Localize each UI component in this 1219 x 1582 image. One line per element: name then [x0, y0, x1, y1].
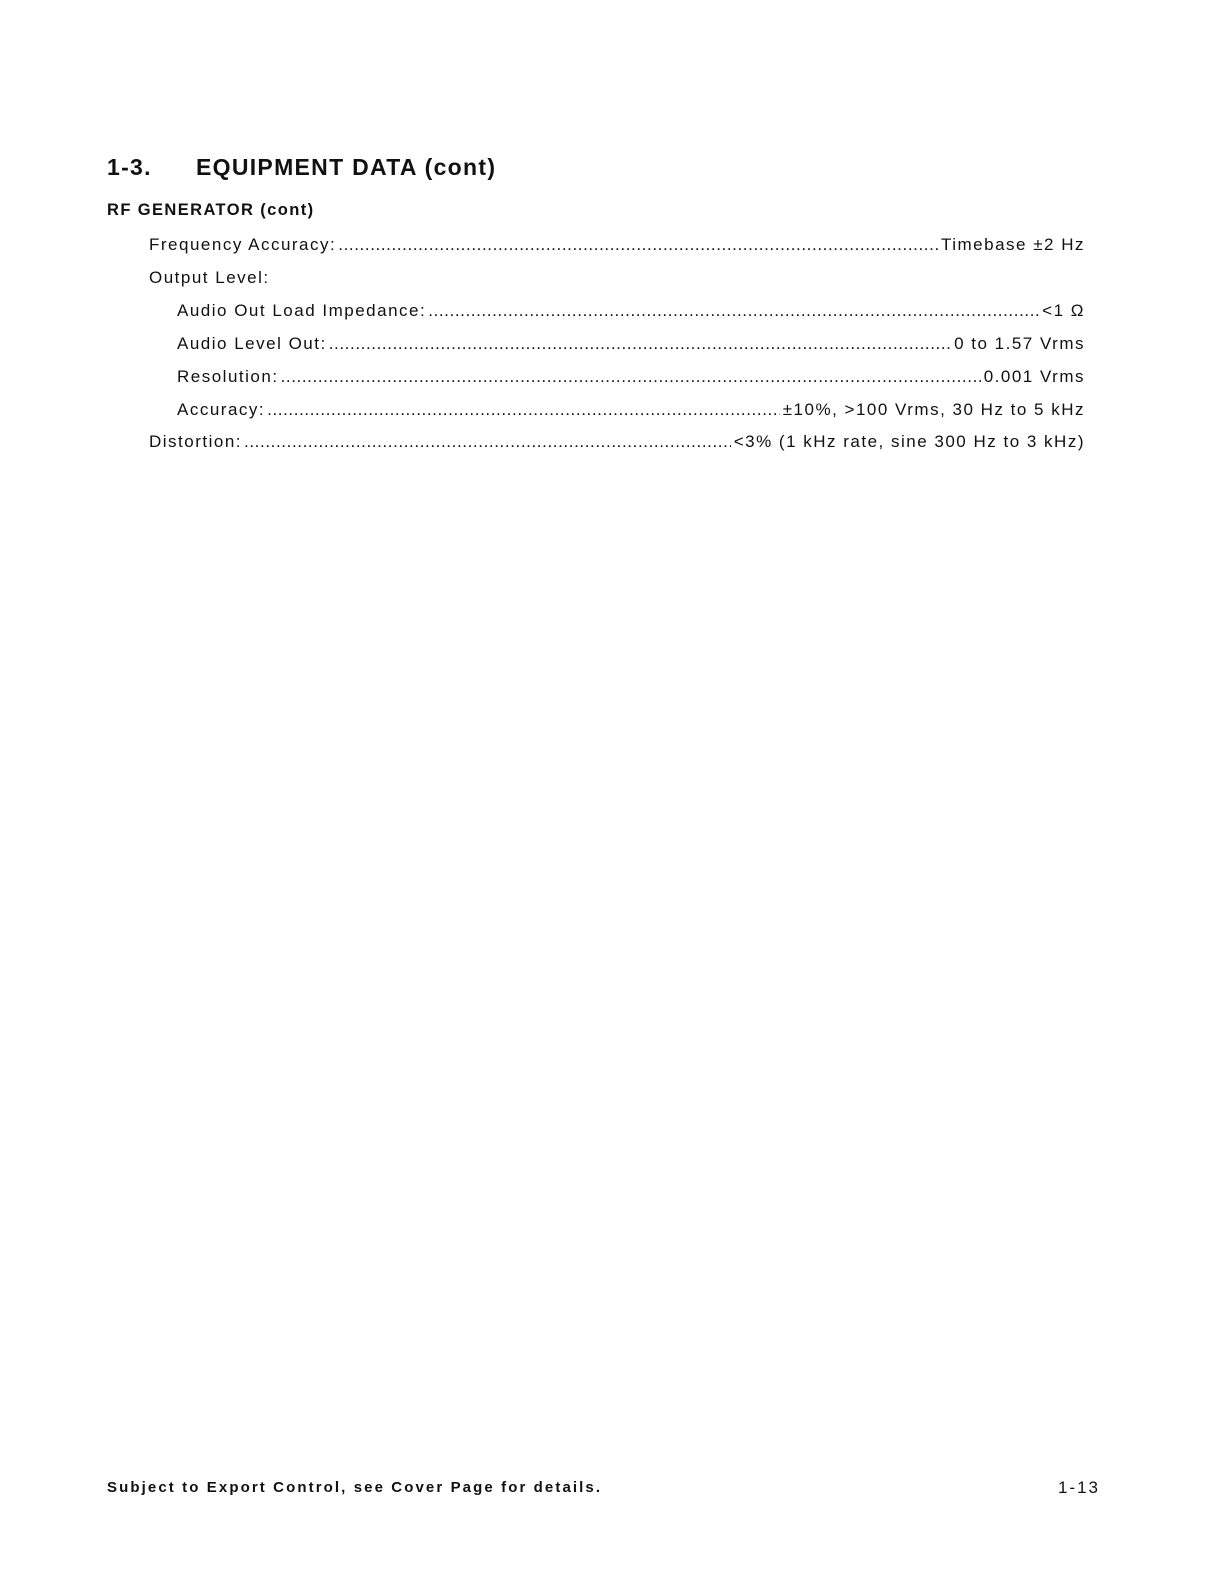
- spec-label: Audio Out Load Impedance:: [177, 301, 427, 320]
- page-number: 1-13: [1057, 1478, 1100, 1497]
- spec-value: <3% (1 kHz rate, sine 300 Hz to 3 kHz): [733, 432, 1085, 451]
- spec-value: Timebase ±2 Hz: [940, 235, 1085, 254]
- dot-leader: [267, 399, 780, 421]
- dot-leader: [329, 333, 951, 355]
- spec-audio-level-out: [177, 333, 1085, 355]
- section-heading: [107, 154, 496, 181]
- section-title: EQUIPMENT DATA (cont): [196, 154, 497, 180]
- spec-audio-out-load-impedance: [177, 300, 1085, 322]
- spec-frequency-accuracy: [149, 234, 1085, 256]
- section-number: 1-3.: [107, 154, 152, 180]
- dot-leader: [428, 300, 1039, 322]
- spec-accuracy: [177, 399, 1085, 421]
- dot-leader: [281, 366, 981, 388]
- spec-label: Audio Level Out:: [177, 334, 327, 353]
- spec-label: Distortion:: [149, 432, 243, 451]
- spec-resolution: [177, 366, 1085, 388]
- spec-label: Resolution:: [177, 367, 279, 386]
- spec-value: 0 to 1.57 Vrms: [954, 334, 1085, 353]
- spec-label: Frequency Accuracy:: [149, 235, 337, 254]
- dot-leader: [244, 431, 731, 453]
- dot-leader: [338, 234, 938, 256]
- spec-value: <1 Ω: [1042, 301, 1085, 320]
- spec-value: ±10%, >100 Vrms, 30 Hz to 5 kHz: [782, 400, 1085, 419]
- spec-label: Accuracy:: [177, 400, 266, 419]
- spec-value: 0.001 Vrms: [983, 367, 1085, 386]
- subsection-heading: RF GENERATOR (cont): [107, 201, 315, 219]
- export-control-notice: Subject to Export Control, see Cover Page for details.: [107, 1479, 603, 1496]
- spec-output-level: Output Level:: [149, 268, 270, 287]
- spec-distortion: [149, 431, 1085, 453]
